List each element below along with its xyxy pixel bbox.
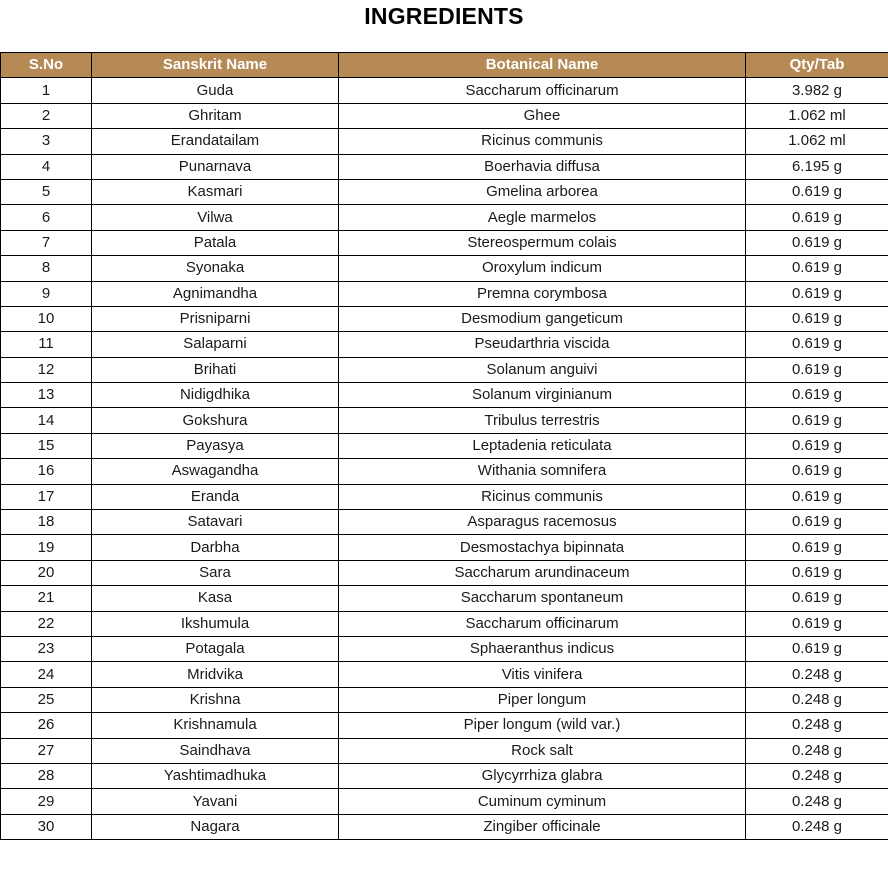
table-header-row	[1, 53, 888, 78]
cell-qty-tab: 1.062 ml	[746, 129, 888, 154]
cell-sanskrit-name: Saindhava	[92, 738, 339, 763]
cell-botanical-name: Sphaeranthus indicus	[339, 636, 746, 661]
cell-qty-tab: 0.619 g	[746, 586, 888, 611]
cell-qty-tab: 0.619 g	[746, 408, 888, 433]
cell-qty-tab: 0.619 g	[746, 535, 888, 560]
cell-qty-tab: 0.619 g	[746, 433, 888, 458]
cell-botanical-name: Piper longum (wild var.)	[339, 713, 746, 738]
table-row	[1, 763, 888, 788]
cell-qty-tab: 0.248 g	[746, 789, 888, 814]
table-row	[1, 129, 888, 154]
table-row	[1, 230, 888, 255]
cell-botanical-name: Saccharum arundinaceum	[339, 560, 746, 585]
table-row	[1, 103, 888, 128]
cell-sno: 22	[1, 611, 92, 636]
cell-sno: 18	[1, 510, 92, 535]
cell-sanskrit-name: Eranda	[92, 484, 339, 509]
cell-sanskrit-name: Ghritam	[92, 103, 339, 128]
cell-botanical-name: Rock salt	[339, 738, 746, 763]
cell-qty-tab: 0.248 g	[746, 814, 888, 839]
table-row	[1, 383, 888, 408]
table-row	[1, 687, 888, 712]
cell-sno: 30	[1, 814, 92, 839]
cell-sno: 1	[1, 78, 92, 103]
table-body	[1, 78, 888, 840]
cell-sno: 11	[1, 332, 92, 357]
table-row	[1, 586, 888, 611]
cell-sno: 12	[1, 357, 92, 382]
cell-botanical-name: Piper longum	[339, 687, 746, 712]
table-row	[1, 636, 888, 661]
table-row	[1, 179, 888, 204]
table-row	[1, 789, 888, 814]
cell-qty-tab: 0.619 g	[746, 256, 888, 281]
cell-sanskrit-name: Sara	[92, 560, 339, 585]
table-row	[1, 535, 888, 560]
cell-qty-tab: 0.619 g	[746, 281, 888, 306]
cell-botanical-name: Asparagus racemosus	[339, 510, 746, 535]
cell-botanical-name: Withania somnifera	[339, 459, 746, 484]
cell-qty-tab: 0.619 g	[746, 383, 888, 408]
ingredients-table	[0, 52, 888, 840]
cell-qty-tab: 0.619 g	[746, 179, 888, 204]
cell-qty-tab: 0.619 g	[746, 510, 888, 535]
header-qty-tab: Qty/Tab	[746, 53, 888, 78]
cell-sno: 24	[1, 662, 92, 687]
cell-sno: 16	[1, 459, 92, 484]
cell-sno: 15	[1, 433, 92, 458]
table-row	[1, 357, 888, 382]
cell-qty-tab: 0.619 g	[746, 306, 888, 331]
cell-botanical-name: Zingiber officinale	[339, 814, 746, 839]
cell-qty-tab: 0.619 g	[746, 636, 888, 661]
table-row	[1, 560, 888, 585]
cell-botanical-name: Ghee	[339, 103, 746, 128]
table-row	[1, 281, 888, 306]
cell-sno: 14	[1, 408, 92, 433]
cell-sanskrit-name: Punarnava	[92, 154, 339, 179]
cell-sanskrit-name: Potagala	[92, 636, 339, 661]
cell-sanskrit-name: Brihati	[92, 357, 339, 382]
table-row	[1, 459, 888, 484]
cell-qty-tab: 0.619 g	[746, 332, 888, 357]
table-row	[1, 306, 888, 331]
cell-botanical-name: Vitis vinifera	[339, 662, 746, 687]
cell-qty-tab: 0.619 g	[746, 560, 888, 585]
cell-sno: 10	[1, 306, 92, 331]
table-row	[1, 256, 888, 281]
cell-qty-tab: 0.619 g	[746, 611, 888, 636]
cell-qty-tab: 0.619 g	[746, 230, 888, 255]
cell-sanskrit-name: Krishna	[92, 687, 339, 712]
table-row	[1, 205, 888, 230]
cell-sno: 9	[1, 281, 92, 306]
cell-sno: 3	[1, 129, 92, 154]
table-row	[1, 713, 888, 738]
table-row	[1, 738, 888, 763]
cell-botanical-name: Desmodium gangeticum	[339, 306, 746, 331]
cell-sno: 29	[1, 789, 92, 814]
cell-botanical-name: Oroxylum indicum	[339, 256, 746, 281]
cell-sno: 8	[1, 256, 92, 281]
cell-botanical-name: Cuminum cyminum	[339, 789, 746, 814]
cell-sanskrit-name: Nagara	[92, 814, 339, 839]
cell-sanskrit-name: Yashtimadhuka	[92, 763, 339, 788]
table-row	[1, 814, 888, 839]
cell-botanical-name: Ricinus communis	[339, 484, 746, 509]
table-row	[1, 662, 888, 687]
cell-qty-tab: 3.982 g	[746, 78, 888, 103]
page-title: INGREDIENTS	[364, 3, 524, 29]
header-sno: S.No	[1, 53, 92, 78]
cell-sanskrit-name: Syonaka	[92, 256, 339, 281]
table-row	[1, 611, 888, 636]
cell-botanical-name: Leptadenia reticulata	[339, 433, 746, 458]
cell-qty-tab: 0.248 g	[746, 713, 888, 738]
cell-sno: 17	[1, 484, 92, 509]
cell-sanskrit-name: Gokshura	[92, 408, 339, 433]
table-row	[1, 408, 888, 433]
cell-sanskrit-name: Yavani	[92, 789, 339, 814]
cell-sno: 4	[1, 154, 92, 179]
table-row	[1, 154, 888, 179]
cell-sno: 23	[1, 636, 92, 661]
cell-sanskrit-name: Erandatailam	[92, 129, 339, 154]
header-botanical-name: Botanical Name	[339, 53, 746, 78]
cell-qty-tab: 0.248 g	[746, 763, 888, 788]
cell-sno: 13	[1, 383, 92, 408]
cell-sanskrit-name: Satavari	[92, 510, 339, 535]
cell-botanical-name: Glycyrrhiza glabra	[339, 763, 746, 788]
cell-sno: 7	[1, 230, 92, 255]
cell-botanical-name: Solanum anguivi	[339, 357, 746, 382]
cell-sno: 19	[1, 535, 92, 560]
cell-sanskrit-name: Salaparni	[92, 332, 339, 357]
cell-sanskrit-name: Payasya	[92, 433, 339, 458]
cell-sanskrit-name: Agnimandha	[92, 281, 339, 306]
cell-botanical-name: Saccharum officinarum	[339, 78, 746, 103]
table-row	[1, 484, 888, 509]
cell-qty-tab: 0.248 g	[746, 687, 888, 712]
cell-sno: 5	[1, 179, 92, 204]
cell-sno: 21	[1, 586, 92, 611]
cell-sno: 26	[1, 713, 92, 738]
cell-sanskrit-name: Ikshumula	[92, 611, 339, 636]
cell-qty-tab: 0.619 g	[746, 459, 888, 484]
cell-sanskrit-name: Mridvika	[92, 662, 339, 687]
cell-qty-tab: 0.248 g	[746, 662, 888, 687]
cell-sanskrit-name: Krishnamula	[92, 713, 339, 738]
table-row	[1, 433, 888, 458]
cell-sanskrit-name: Kasa	[92, 586, 339, 611]
cell-qty-tab: 1.062 ml	[746, 103, 888, 128]
cell-botanical-name: Saccharum officinarum	[339, 611, 746, 636]
cell-sno: 28	[1, 763, 92, 788]
cell-sanskrit-name: Prisniparni	[92, 306, 339, 331]
cell-sno: 27	[1, 738, 92, 763]
cell-sanskrit-name: Kasmari	[92, 179, 339, 204]
cell-sno: 2	[1, 103, 92, 128]
cell-botanical-name: Solanum virginianum	[339, 383, 746, 408]
cell-sanskrit-name: Aswagandha	[92, 459, 339, 484]
cell-botanical-name: Saccharum spontaneum	[339, 586, 746, 611]
cell-qty-tab: 0.619 g	[746, 205, 888, 230]
cell-botanical-name: Pseudarthria viscida	[339, 332, 746, 357]
cell-qty-tab: 0.248 g	[746, 738, 888, 763]
cell-botanical-name: Premna corymbosa	[339, 281, 746, 306]
cell-botanical-name: Desmostachya bipinnata	[339, 535, 746, 560]
cell-botanical-name: Tribulus terrestris	[339, 408, 746, 433]
cell-sanskrit-name: Nidigdhika	[92, 383, 339, 408]
cell-sno: 20	[1, 560, 92, 585]
cell-botanical-name: Gmelina arborea	[339, 179, 746, 204]
cell-sanskrit-name: Patala	[92, 230, 339, 255]
cell-sanskrit-name: Vilwa	[92, 205, 339, 230]
cell-sanskrit-name: Darbha	[92, 535, 339, 560]
cell-sno: 6	[1, 205, 92, 230]
table-row	[1, 510, 888, 535]
cell-botanical-name: Aegle marmelos	[339, 205, 746, 230]
cell-sno: 25	[1, 687, 92, 712]
cell-sanskrit-name: Guda	[92, 78, 339, 103]
table-row	[1, 332, 888, 357]
cell-qty-tab: 6.195 g	[746, 154, 888, 179]
cell-botanical-name: Ricinus communis	[339, 129, 746, 154]
cell-qty-tab: 0.619 g	[746, 357, 888, 382]
cell-botanical-name: Boerhavia diffusa	[339, 154, 746, 179]
table-row	[1, 78, 888, 103]
header-sanskrit-name: Sanskrit Name	[92, 53, 339, 78]
cell-botanical-name: Stereospermum colais	[339, 230, 746, 255]
cell-qty-tab: 0.619 g	[746, 484, 888, 509]
